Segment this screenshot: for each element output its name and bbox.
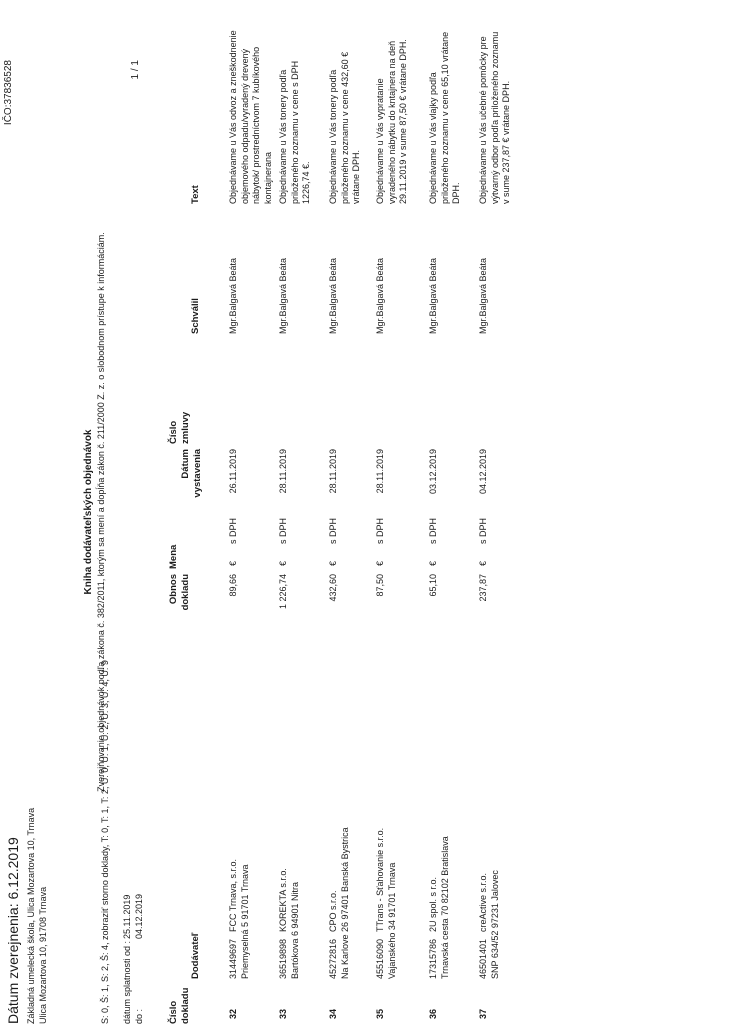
amount: 432,60 xyxy=(328,574,338,602)
document-title: Kniha dodávateľských objednávok xyxy=(83,429,94,595)
issue-date: 28.11.2019 xyxy=(375,449,385,494)
issue-date: 28.11.2019 xyxy=(328,449,338,494)
supplier-ico: 36519898 xyxy=(278,938,288,979)
table-row xyxy=(478,0,528,1024)
amount: 87,50 xyxy=(375,574,385,597)
col-currency: Mena xyxy=(168,544,179,569)
vat-note: s DPH xyxy=(278,517,288,544)
ico-number: IČO:37836528 xyxy=(3,60,14,126)
approved-by: Mgr.Balgavá Beáta xyxy=(228,257,238,334)
supplier-address: Na Karlove 26 97401 Banská Bystrica xyxy=(340,827,350,979)
table-row xyxy=(375,0,425,1024)
approved-by: Mgr.Balgavá Beáta xyxy=(375,257,385,334)
supplier-name: KOREKTA s.r.o. xyxy=(278,868,288,932)
currency: € xyxy=(328,560,338,566)
currency: € xyxy=(428,560,438,566)
school-info xyxy=(25,808,49,1024)
supplier-name: TTrans - Sťahovanie s.r.o. xyxy=(375,827,385,932)
col-approved: Schválil xyxy=(190,298,201,334)
table-row xyxy=(228,0,278,1024)
vat-note: s DPH xyxy=(375,517,385,544)
supplier-name: FCC Trnava, s.r.o. xyxy=(228,858,238,932)
vat-note: s DPH xyxy=(428,517,438,544)
supplier-ico: 31449697 xyxy=(228,938,238,979)
currency: € xyxy=(478,560,488,566)
issue-date: 28.11.2019 xyxy=(278,449,288,494)
doc-number: 35 xyxy=(375,1008,385,1019)
supplier-name: 2U spol. s r.o. xyxy=(428,876,438,932)
doc-number: 33 xyxy=(278,1008,288,1019)
order-text: Objednávame u Vás tonery podľa priloženého zoznamu v cene s DPH 1226,74 €. xyxy=(278,60,311,204)
col-issue-date: Dátum vystavenia xyxy=(180,449,203,498)
date-from: 25.11.2019 xyxy=(122,894,132,939)
order-text: Objednávame u Vás učebné pomôcky pre výtvarný odbor podľa priloženého zoznamu v sume 237,87 € vrátane DPH. xyxy=(478,31,511,204)
amount: 89,66 xyxy=(228,574,238,597)
supplier-ico: 45516090 xyxy=(375,938,385,979)
table-row xyxy=(428,0,478,1024)
table-row xyxy=(278,0,328,1024)
approved-by: Mgr.Balgavá Beáta xyxy=(328,257,338,334)
currency: € xyxy=(228,560,238,566)
col-text: Text xyxy=(190,185,201,204)
approved-by: Mgr.Balgavá Beáta xyxy=(278,257,288,334)
supplier-name: CPO s.r.o. xyxy=(328,890,338,932)
issue-date: 26.11.2019 xyxy=(228,449,238,494)
supplier-address: Bartókova 6 94901 Nitra xyxy=(290,881,300,979)
order-text: Objednávame u Vás vypratanie vyradeného nábytku do kntajnera na deň 29.11.2019 v sume 87,50 € vrátane DPH. xyxy=(375,39,408,204)
supplier-address: SNP 634/52 97231 Jalovec xyxy=(490,870,500,979)
supplier-ico: 45272816 xyxy=(328,938,338,979)
amount: 237,87 xyxy=(478,574,488,602)
currency: € xyxy=(375,560,385,566)
school-name: Základná umelecká škola, Ulica Mozartova 10, Trnava xyxy=(26,807,36,1024)
page-counter: 1 / 1 xyxy=(130,60,141,80)
supplier-ico: 17315786 xyxy=(428,938,438,979)
issue-date: 03.12.2019 xyxy=(428,449,438,495)
doc-number: 36 xyxy=(428,1008,438,1019)
col-amount: Obnos dokladu xyxy=(168,574,191,611)
amount: 1 226,74 xyxy=(278,574,288,610)
col-doc-no: Číslo dokladu xyxy=(168,987,191,1024)
order-text: Objednávame u Vás tonery podľa priloženého zoznamu v cene 432,60 € vrátane DPH. xyxy=(328,51,361,204)
vat-note: s DPH xyxy=(328,517,338,544)
school-address: Ulica Mozartova 10, 91708 Trnava xyxy=(38,886,48,1024)
col-contract-no: Číslo zmluvy xyxy=(168,411,191,444)
doc-number: 32 xyxy=(228,1008,238,1019)
document-intro: Zverejňovanie objednávok podľa zákona č. 382/2011, ktorým sa mení a dopĺňa zákon č. 211/2000 Z. z. o slobodnom prístupe k informáciám. xyxy=(96,232,106,792)
amount: 65,10 xyxy=(428,574,438,597)
vat-note: s DPH xyxy=(228,517,238,544)
filter-line: S: 0, Š: 1, S: 2, Š: 4, zobraziť storno doklady, T: 0, T: 1, T: 2, U: 0, U: 1, U: 2, U: 3, U: 4, U: 9 xyxy=(100,660,110,1024)
supplier-address: Vajanského 34 91701 Trnava xyxy=(387,862,397,979)
date-to: 04.12.2019 xyxy=(134,893,144,939)
supplier-ico: 46501401 xyxy=(478,938,488,979)
supplier-name: creActive s.r.o. xyxy=(478,872,488,932)
order-text: Objednávame u Vás vlajky podľa priloženého zoznamu v cene 65,10 vrátane DPH. xyxy=(428,31,461,204)
approved-by: Mgr.Balgavá Beáta xyxy=(478,257,488,334)
col-supplier: Dodávateľ xyxy=(190,932,201,979)
supplier-address: Priemyselná 5 91701 Trnava xyxy=(240,864,250,979)
approved-by: Mgr.Balgavá Beáta xyxy=(428,257,438,334)
date-from-label: dátum splatnosti od : xyxy=(122,940,132,1024)
date-to-label: do : xyxy=(134,1008,144,1024)
currency: € xyxy=(278,560,288,566)
doc-number: 34 xyxy=(328,1008,338,1019)
vat-note: s DPH xyxy=(478,517,488,544)
order-text: Objednávame u Vás odvoz a zneškodnenie objemového odpadu/vyradený drevený nábytok/ prostredníctvom 7 kubíkového kontajnerana xyxy=(228,30,273,204)
table-row xyxy=(328,0,378,1024)
date-range xyxy=(121,894,145,1024)
doc-number: 37 xyxy=(478,1008,488,1019)
issue-date: 04.12.2019 xyxy=(478,449,488,495)
supplier-address: Trnavská cesta 70 82102 Bratislava xyxy=(440,836,450,979)
publication-date: Dátum zverejnenia: 6.12.2019 xyxy=(5,837,21,1024)
